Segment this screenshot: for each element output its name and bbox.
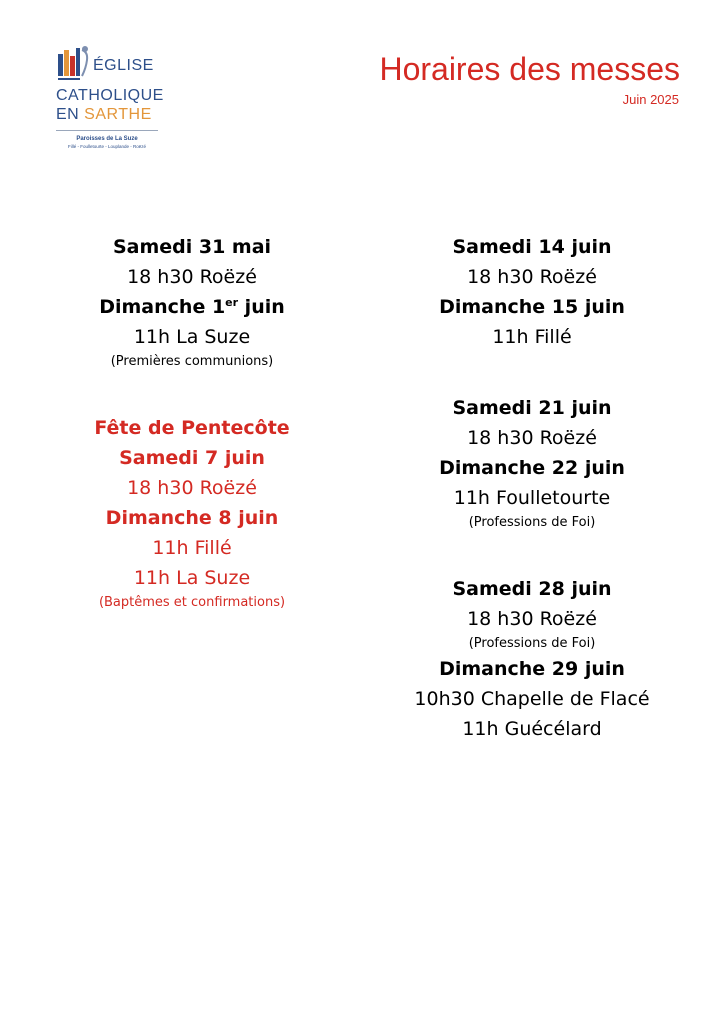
church-logo-icon	[56, 44, 92, 86]
right-column	[392, 232, 672, 785]
feast-heading: Fête de Pentecôte	[94, 417, 290, 439]
day-heading: Samedi 21 juin	[452, 397, 612, 419]
mass-time: 18 h30 Roëzé	[467, 266, 597, 288]
logo-eglise: ÉGLISE	[93, 57, 154, 74]
day-heading: Dimanche 15 juin	[439, 296, 625, 318]
logo-towns: Fillé - Foulletourte - Louplande - Roëzé	[67, 144, 147, 149]
mass-time: 11h Guécélard	[462, 718, 602, 740]
logo-sarthe: SARTHE	[84, 106, 152, 123]
mass-time: 18 h30 Roëzé	[127, 477, 257, 499]
day-heading: Samedi 28 juin	[452, 578, 612, 600]
mass-time: 11h La Suze	[133, 326, 251, 348]
schedule-block-28-juin	[392, 574, 672, 744]
day-heading: Dimanche 29 juin	[439, 658, 625, 680]
day-heading: Dimanche 8 juin	[105, 507, 279, 529]
schedule-block-pentecote	[52, 413, 332, 613]
schedule-block-21-juin	[392, 393, 672, 533]
mass-time: 18 h30 Roëzé	[467, 427, 597, 449]
logo-parish: Paroisses de La Suze	[76, 136, 138, 142]
schedule-block-31-mai	[52, 232, 332, 372]
day-heading: Samedi 31 mai	[112, 236, 272, 258]
mass-time: 11h Fillé	[152, 537, 232, 559]
mass-time: 11h La Suze	[133, 567, 251, 589]
left-column	[52, 232, 332, 654]
day-heading-text: Dimanche 1	[99, 296, 226, 318]
parish-logo	[56, 44, 166, 150]
day-heading-suffix: juin	[238, 296, 285, 318]
ordinal-superscript: er	[225, 296, 239, 309]
page-subtitle: Juin 2025	[622, 92, 679, 107]
mass-note: (Professions de Foi)	[468, 636, 596, 651]
mass-time: 11h Foulletourte	[453, 487, 611, 509]
logo-en: EN	[56, 106, 85, 123]
day-heading	[52, 292, 332, 322]
schedule-block-14-juin	[392, 232, 672, 352]
mass-time: 18 h30 Roëzé	[467, 608, 597, 630]
day-heading: Dimanche 22 juin	[439, 457, 625, 479]
mass-note: (Baptêmes et confirmations)	[98, 595, 286, 610]
day-heading: Samedi 7 juin	[119, 447, 265, 469]
logo-catholique: CATHOLIQUE	[56, 87, 164, 104]
logo-divider	[56, 130, 158, 131]
mass-note: (Premières communions)	[110, 354, 274, 369]
page-title: Horaires des messes	[379, 51, 680, 87]
logo-en-sarthe	[56, 105, 166, 124]
day-heading: Samedi 14 juin	[452, 236, 612, 258]
mass-time: 18 h30 Roëzé	[127, 266, 257, 288]
mass-note: (Professions de Foi)	[468, 515, 596, 530]
mass-time: 11h Fillé	[492, 326, 572, 348]
mass-time: 10h30 Chapelle de Flacé	[414, 688, 650, 710]
